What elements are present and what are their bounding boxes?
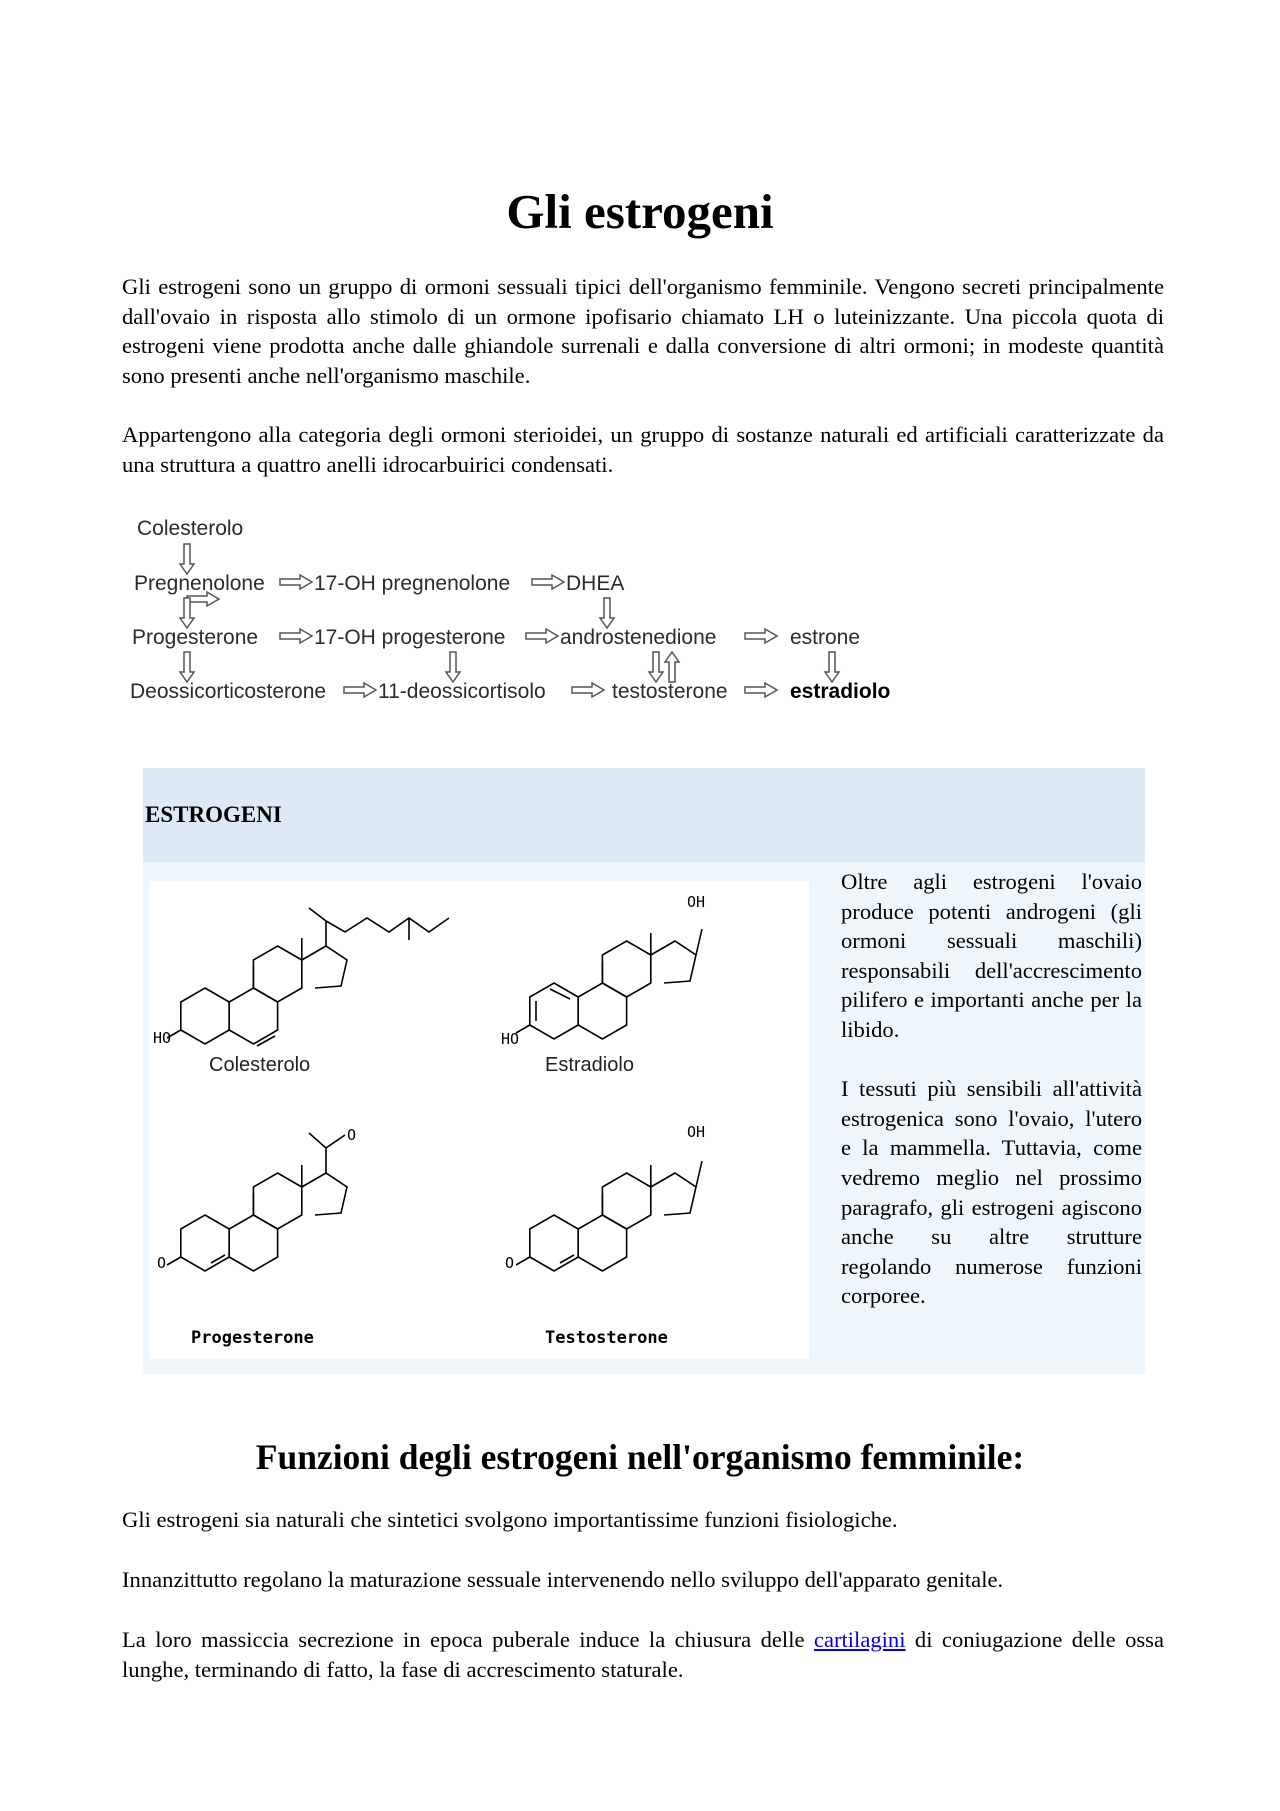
pathway-androstenedione: androstenedione: [560, 626, 717, 649]
section-heading: Funzioni degli estrogeni nell'organismo femminile:: [255, 1437, 1025, 1477]
testosterone-label: Testosterone: [545, 1328, 668, 1348]
structures-svg: [149, 881, 809, 1359]
biosynthesis-pathway-diagram: [122, 508, 922, 708]
pathway-testosterone: testosterone: [612, 680, 728, 703]
cartilagini-link[interactable]: cartilagini: [813, 1627, 906, 1652]
colesterolo-structure: [167, 908, 449, 1046]
right-arrow-icon: [745, 629, 777, 643]
table-header: [143, 768, 1145, 862]
section-paragraph-3-end: di coniugazione delle ossa lunghe, terminando di fatto, la fase di accrescimento staturale.: [122, 1627, 1165, 1682]
down-arrow-icon: [180, 652, 194, 682]
pathway-estradiolo: estradiolo: [790, 680, 891, 703]
pathway-pregnenolone: Pregnenolone: [134, 572, 265, 595]
pathway-deossicorticosterone: Deossicorticosterone: [130, 680, 327, 703]
down-arrow-icon: [446, 652, 460, 682]
side-paragraph-2: I tessuti più sensibili all'attività estrogenica sono l'ovaio, l'utero e la mammella. Tuttavia, come vedremo meglio nel prossimo paragrafo, gli estrogeni agiscono anche su altre strutture regolando numerose funzioni corporee.: [841, 1076, 1142, 1309]
right-arrow-icon: [572, 683, 604, 697]
progesterone-label: Progesterone: [191, 1328, 314, 1348]
progesterone-structure: [167, 1133, 347, 1271]
right-arrow-icon: [526, 629, 558, 643]
down-arrow-icon: [825, 652, 839, 682]
testosterone-oh-label: OH: [687, 1123, 706, 1141]
pathway-17oh-pregnenolone: 17-OH pregnenolone: [314, 572, 511, 595]
pathway-dhea: DHEA: [566, 572, 625, 595]
table-side-text: [841, 867, 1142, 1341]
intro-paragraph-1: Gli estrogeni sono un gruppo di ormoni sessuali tipici dell'organismo femminile. Vengono secreti principalmente dall'ovaio in risposta allo stimolo di un ormone ipofisario chiamato LH o luteinizzante. Una piccola quota di estrogeni viene prodotta anche dalle ghiandole surrenali e dalla conversione di altri ormoni; in modeste quantità sono presenti anche nell'organismo maschile.: [122, 274, 1164, 388]
colesterolo-label: Colesterolo: [209, 1054, 311, 1076]
down-arrow-icon: [180, 544, 194, 574]
steroid-structures-image: [149, 881, 809, 1359]
estradiolo-ho-label: HO: [501, 1030, 520, 1048]
right-arrow-icon: [280, 629, 312, 643]
pathway-17oh-progesterone: 17-OH progesterone: [314, 626, 506, 649]
section-paragraph-1: Gli estrogeni sia naturali che sintetici svolgono importantissime funzioni fisiologiche.: [122, 1507, 898, 1532]
estradiolo-oh-label: OH: [687, 893, 706, 911]
intro-paragraph-2: Appartengono alla categoria degli ormoni sterioidei, un gruppo di sostanze naturali ed artificiali caratterizzate da una struttura a quattro anelli idrocarbuirici condensati.: [122, 422, 1164, 477]
section-paragraph-2: Innanzittutto regolano la maturazione sessuale intervenendo nello sviluppo dell'apparato genitale.: [122, 1567, 1004, 1592]
testosterone-o-label: O: [505, 1254, 515, 1272]
pathway-11-deossicortisolo: 11-deossicortisolo: [378, 680, 546, 703]
section-paragraph-3-start: La loro massiccia secrezione in epoca puberale induce la chiusura delle: [122, 1627, 814, 1652]
right-arrow-icon: [745, 683, 777, 697]
down-arrow-icon: [600, 598, 614, 628]
up-arrow-icon: [665, 652, 679, 682]
colesterolo-ho-label: HO: [153, 1029, 172, 1047]
pathway-estrone: estrone: [790, 626, 861, 649]
estradiolo-label: Estradiolo: [545, 1054, 634, 1076]
progesterone-o-label: O: [157, 1254, 167, 1272]
down-arrow-icon: [649, 652, 663, 682]
pathway-svg: [122, 508, 922, 708]
page-title: Gli estrogeni: [506, 184, 774, 239]
right-arrow-icon: [344, 683, 376, 697]
right-arrow-icon: [280, 575, 312, 589]
pathway-colesterolo: Colesterolo: [137, 517, 244, 540]
estrogeni-table: [143, 768, 1145, 1374]
side-paragraph-1: Oltre agli estrogeni l'ovaio produce potenti androgeni (gli ormoni sessuali maschili) responsabili dell'accrescimento pilifero e importanti anche per la libido.: [841, 869, 1142, 1042]
testosterone-structure: [516, 1161, 702, 1271]
right-arrow-icon: [532, 575, 564, 589]
estradiolo-structure: [516, 921, 702, 1039]
table-header-label: ESTROGENI: [145, 802, 282, 827]
section-paragraph-3: [122, 1625, 1164, 1684]
progesterone-o2-label: O: [347, 1126, 357, 1144]
pathway-progesterone: Progesterone: [132, 626, 259, 649]
